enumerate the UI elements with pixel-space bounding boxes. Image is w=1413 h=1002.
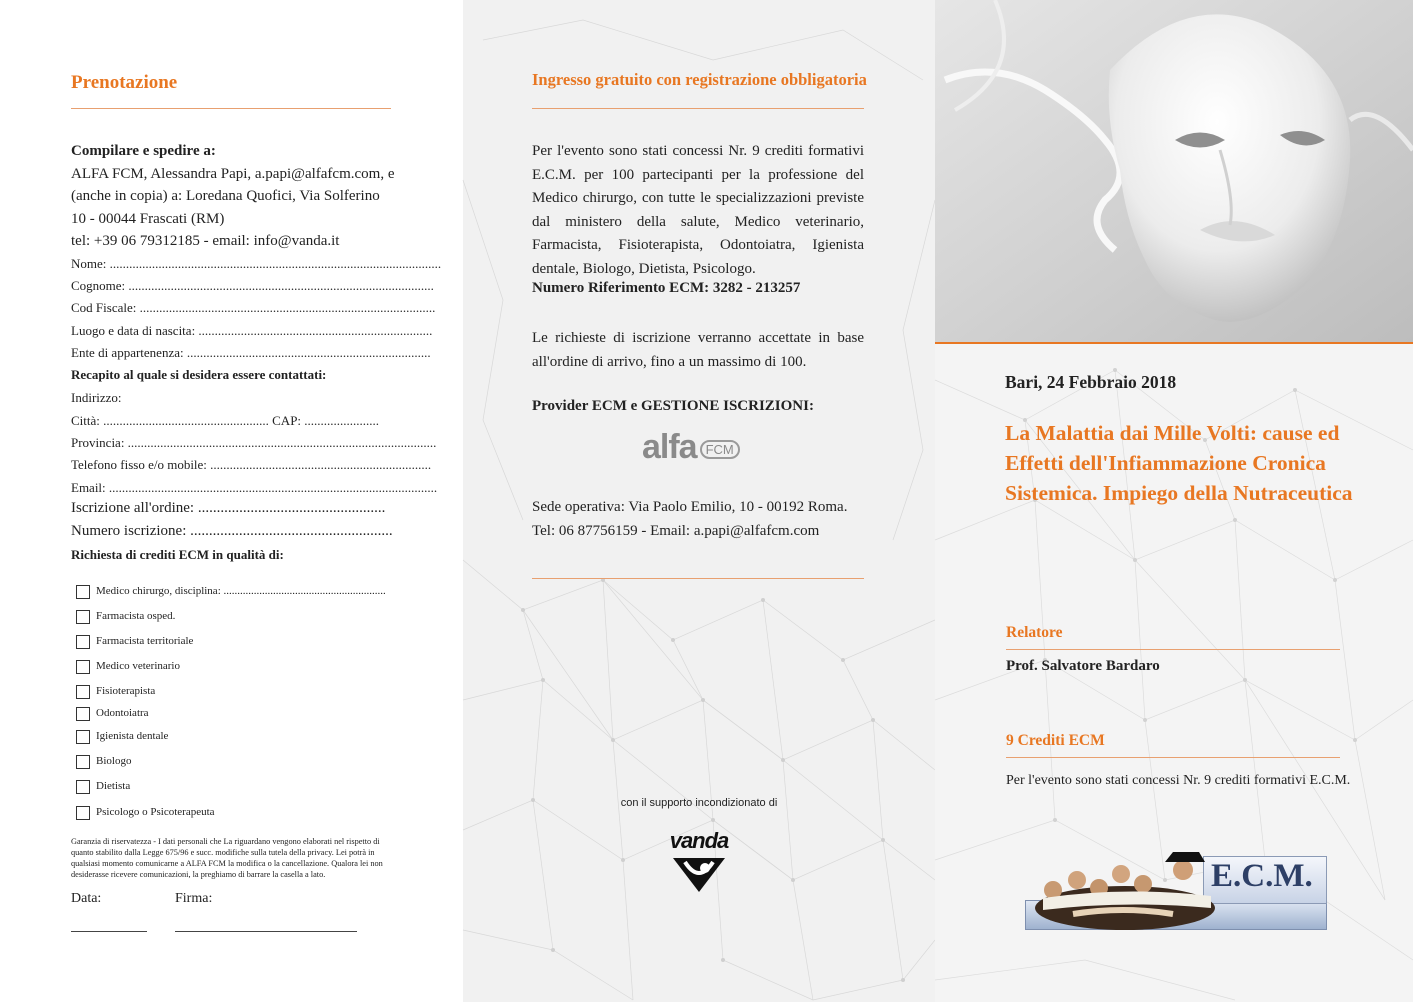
checkbox-fisioterapista[interactable] — [76, 685, 90, 699]
vanda-logo-text: vanda — [669, 828, 729, 853]
ecm-logo — [1025, 848, 1329, 934]
registration-panel — [0, 0, 463, 1002]
ecm-request-title: Richiesta di crediti ECM in qualità di: — [71, 547, 284, 562]
registration-note: Le richieste di iscrizione verranno accettate in base all'ordine di arrivo, fino a un massimo di 100. — [532, 330, 864, 370]
send-line: (anche in copia) a: Loredana Quofici, Via Solferino — [71, 188, 380, 204]
signature-label: Firma: — [175, 891, 213, 906]
credits-divider — [1006, 757, 1340, 758]
field-cognome[interactable]: Cognome: .............................................................................................. — [71, 278, 434, 293]
checkbox-label: Medico chirurgo, disciplina: ........................................................... — [96, 585, 386, 597]
anatomy-lesson-painting-icon — [1033, 848, 1217, 928]
date-label: Data: — [71, 891, 102, 906]
ecm-reference-number: Numero Riferimento ECM: 3282 - 213257 — [532, 280, 801, 296]
checkbox-label: Biologo — [96, 755, 132, 767]
cover-panel — [935, 0, 1413, 1002]
event-date: Bari, 24 Febbraio 2018 — [1005, 372, 1177, 392]
vanda-emblem-icon — [669, 854, 729, 896]
checkbox-psicologo[interactable] — [76, 806, 90, 820]
checkbox-biologo[interactable] — [76, 755, 90, 769]
field-ente[interactable]: Ente di appartenenza: ........................................................................... — [71, 345, 431, 360]
credits-text: Per l'evento sono stati concessi Nr. 9 crediti formativi E.C.M. — [1006, 773, 1351, 788]
checkbox-label: Medico veterinario — [96, 660, 180, 672]
checkbox-odontoiatra[interactable] — [76, 707, 90, 721]
provider-contacts — [532, 496, 847, 543]
image-divider — [935, 342, 1413, 344]
provider-address: Sede operativa: Via Paolo Emilio, 10 - 00192 Roma. — [532, 499, 848, 515]
field-nome[interactable]: Nome: ...................................................................................................... — [71, 256, 442, 271]
provider-title: Provider ECM e GESTIONE ISCRIZIONI: — [532, 398, 814, 414]
info-panel — [463, 0, 935, 1002]
field-iscrizione-ordine[interactable]: Iscrizione all'ordine: .................................................. — [71, 500, 386, 516]
field-email[interactable]: Email: ..................................................................................................... — [71, 480, 438, 495]
signature-line[interactable] — [175, 931, 357, 932]
middle-bottom-divider — [532, 578, 864, 579]
field-cod-fiscale[interactable]: Cod Fiscale: ........................................................................................... — [71, 300, 436, 315]
checkbox-farmacista-osped[interactable] — [76, 610, 90, 624]
date-line[interactable] — [71, 931, 147, 932]
field-numero-iscrizione[interactable]: Numero iscrizione: ...................................................... — [71, 523, 393, 539]
field-provincia[interactable]: Provincia: ............................................................................................... — [71, 435, 437, 450]
ecm-description: Per l'evento sono stati concessi Nr. 9 crediti formativi E.C.M. per 100 partecipanti per la professione del Medico chirurgo, con tutte le specializzazioni previste dal ministero della salute, Medico veterinario, Farmacista, Fisioterapista, Odontoiatra, Igienista dentale, Biologo, Dietista, Psicologo. — [532, 143, 864, 277]
send-line: ALFA FCM, Alessandra Papi, a.papi@alfafcm.com, e — [71, 165, 395, 182]
alfa-logo-text: alfa — [642, 428, 697, 466]
vanda-logo — [659, 828, 739, 901]
checkbox-label: Fisioterapista — [96, 685, 156, 697]
checkbox-dietista[interactable] — [76, 780, 90, 794]
relatore-divider — [1006, 649, 1340, 650]
relatore-name: Prof. Salvatore Bardaro — [1006, 658, 1160, 674]
prenotazione-heading: Prenotazione — [71, 72, 178, 93]
send-to-block — [71, 140, 401, 253]
checkbox-label: Psicologo o Psicoterapeuta — [96, 806, 215, 818]
heading-divider — [71, 108, 391, 109]
privacy-notice: Garanzia di riservatezza - I dati personali che La riguardano vengono elaborati nel rispetto di quanto stabilito dalla Legge 675/96 e succ. modifiche sulla tutela della privacy. Lei potrà in qualsiasi momento comunicarne a ALFA FCM la modifica o la cancellazione. Qualora lei non desiderasse ricevere comunicazioni, la preghiamo di barrare la casella a lato. — [71, 837, 383, 879]
contact-section-title: Recapito al quale si desidera essere contattati: — [71, 367, 327, 382]
checkbox-label: Odontoiatra — [96, 707, 149, 719]
checkbox-label: Igienista dentale — [96, 730, 169, 742]
field-telefono[interactable]: Telefono fisso e/o mobile: .................................................................... — [71, 457, 432, 472]
send-line: 10 - 00044 Frascati (RM) — [71, 210, 225, 227]
ecm-logo-text: E.C.M. — [1211, 858, 1313, 894]
checkbox-label: Farmacista territoriale — [96, 635, 194, 647]
credits-label: 9 Crediti ECM — [1006, 732, 1105, 749]
field-citta-cap[interactable]: Città: ................................................... CAP: ....................... — [71, 413, 380, 428]
middle-top-divider — [532, 108, 864, 109]
checkbox-medico-veterinario[interactable] — [76, 660, 90, 674]
checkbox-label: Farmacista osped. — [96, 610, 176, 622]
checkbox-igienista-dentale[interactable] — [76, 730, 90, 744]
checkbox-medico-chirurgo[interactable] — [76, 585, 90, 599]
free-entry-heading: Ingresso gratuito con registrazione obbligatoria — [532, 70, 867, 89]
send-line: tel: +39 06 79312185 - email: info@vanda.it — [71, 233, 340, 249]
checkbox-label: Dietista — [96, 780, 131, 792]
field-indirizzo[interactable]: Indirizzo: — [71, 390, 122, 405]
checkbox-farmacista-territoriale[interactable] — [76, 635, 90, 649]
support-text: con il supporto incondizionato di — [620, 797, 778, 809]
relatore-label: Relatore — [1006, 624, 1063, 641]
mask-image — [935, 0, 1413, 342]
fcm-logo-text: FCM — [700, 440, 740, 459]
field-luogo-data-nascita[interactable]: Luogo e data di nascita: ........................................................................ — [71, 323, 433, 338]
event-title: La Malattia dai Mille Volti: cause ed Effetti dell'Infiammazione Cronica Sistemica. Impiego della Nutraceutica — [1005, 421, 1353, 505]
provider-phone-email: Tel: 06 87756159 - Email: a.papi@alfafcm.com — [532, 522, 820, 539]
send-to-title: Compilare e spedire a: — [71, 143, 216, 159]
alfa-fcm-logo — [642, 428, 740, 467]
